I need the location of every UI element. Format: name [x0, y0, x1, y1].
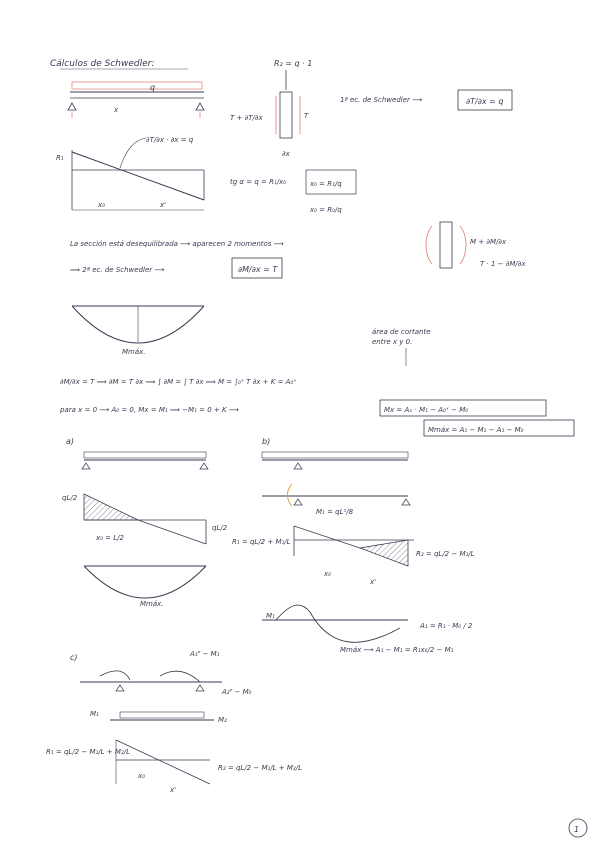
x0-label: x₀ = L/2 [96, 534, 124, 542]
x0-formula-b: x₀ = R₀/q [310, 206, 342, 214]
m-right-label: M₂ [218, 716, 227, 724]
schwedler-first-label: 1ª ec. de Schwedler ⟶ [340, 96, 423, 104]
x0-label: x₀ [138, 772, 145, 780]
schwedler-first-eq: ∂T/∂x = q [466, 97, 504, 106]
load-label: q [150, 83, 156, 92]
intro-shear-diagram [56, 136, 204, 210]
shear-line [72, 152, 204, 200]
section-b-shear [232, 526, 475, 586]
shear-left-label: qL/2 [62, 494, 78, 502]
intro-moment-diagram [72, 306, 204, 356]
section-a-shear [62, 494, 228, 544]
area-note-2: entre x y 0. [372, 338, 413, 346]
mmax-label: Mmáx. [122, 348, 146, 356]
slice-element-diagram [230, 59, 312, 158]
m-plus-label: M + ∂M/∂x [470, 238, 507, 246]
schwedler-second-eq: ∂M/∂x = T [238, 265, 278, 274]
shear-plus-label: T + ∂T/∂x [230, 114, 263, 122]
dx-label: ∂x [282, 150, 290, 158]
section-a-beam [82, 452, 208, 469]
dtdx-relation: ∂T/∂x · ∂x = q [146, 136, 194, 144]
section-c-shear [46, 740, 302, 794]
xprime-label: x' [170, 786, 177, 794]
section-c-beam [80, 650, 252, 696]
page-title: Cálculos de Schwedler: [50, 59, 155, 69]
shear-right-label: qL/2 [212, 524, 228, 532]
tg-alpha-label: tg α = q = R₁/x₀ [230, 178, 287, 186]
page-number: 1 [574, 825, 580, 834]
mmax-label: Mmáx. [140, 600, 164, 608]
m-right-label: M₁ = qL²/8 [316, 508, 354, 516]
section-c-label: c) [70, 653, 78, 662]
left-support-icon [68, 103, 76, 110]
disequilibrium-text: La sección está desequilibrada ⟶ aparecen 2 momentos ⟶ [70, 240, 284, 248]
x0-label: x₀ [98, 201, 105, 209]
shear-minus-label: T [304, 112, 309, 120]
schwedler-second-label: ⟹ 2ª ec. de Schwedler ⟶ [70, 266, 165, 274]
section-c-beam-2 [90, 710, 227, 724]
x0-label: x₀ [324, 570, 331, 578]
boxed-result-2: Mmáx = A₁ − M₁ − A₁ − M₀ [428, 426, 524, 434]
m-dist-label: M₁ [266, 612, 275, 620]
section-a-moment [84, 566, 206, 608]
xprime-label: x' [160, 201, 167, 209]
section-a-label: a) [66, 437, 75, 446]
integral-line: ∂M/∂x = T ⟹ ∂M = T ∂x ⟹ ∫ ∂M = ∫ T ∂x ⟹ M = ∫₀ˣ T ∂x + K = A₀ˣ [60, 378, 297, 386]
r1-label: R₁ [56, 154, 64, 162]
boundary-line: para x = 0 ⟶ A₀ = 0, Mx = M₁ ⟹ −M₁ = 0 + K ⟶ [60, 406, 239, 414]
r2-label: R₂ = qL/2 − M₁/L + M₂/L [218, 764, 302, 772]
r1-label: R₁ = qL/2 + M₁/L [232, 538, 291, 546]
shear-hatched-area [84, 494, 138, 520]
r1-label: R₁ = qL/2 − M₁/L + M₂/L [46, 748, 130, 756]
distributed-load [72, 82, 202, 89]
section-b-moment [262, 605, 473, 654]
m-mid-label: A₂ᴾ − M₀ [222, 688, 252, 696]
r2-label: R₂ = qL/2 − M₁/L [416, 550, 475, 558]
right-support-icon [200, 463, 208, 469]
xprime-label: x' [370, 578, 377, 586]
reaction-top-label: R₂ = q · 1 [274, 59, 313, 68]
intro-beam-diagram [68, 82, 204, 118]
section-b-label: b) [262, 437, 271, 446]
area-eq: A₁ = R₁ · M₀ / 2 [420, 622, 473, 630]
m-left-label: M₁ [90, 710, 99, 718]
x-label: x [114, 106, 119, 114]
right-support-icon [196, 103, 204, 110]
boxed-result-1: Mx = Aₓ · M₁ − A₀ˣ − M₀ [384, 406, 469, 414]
section-b-beam [262, 452, 410, 516]
left-support-icon [82, 463, 90, 469]
t-minus-label: T · 1 − ∂M/∂x [480, 260, 526, 268]
area-note-1: área de cortante [372, 328, 431, 336]
m-top-label: A₁ᴾ − M₁ [190, 650, 220, 658]
x0-formula-a: x₀ = R₁/q [310, 180, 342, 188]
mmax-eq: Mmáx ⟶ A₁ − M₁ = R₁x₀/2 − M₁ [340, 646, 454, 654]
moment-element-diagram [426, 222, 526, 268]
